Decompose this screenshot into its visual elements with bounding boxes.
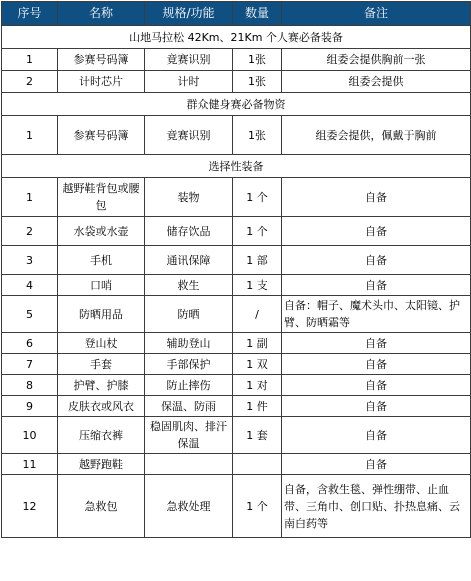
table-row: [2, 178, 471, 217]
cell-remark: 自备: [282, 178, 471, 217]
cell-remark: 自备: [282, 354, 471, 375]
table-row: [2, 296, 471, 333]
cell-remark: 自备: [282, 275, 471, 296]
cell-qty: 1 支: [233, 275, 282, 296]
cell-qty: 1 件: [233, 396, 282, 417]
cell-seq: 6: [2, 333, 58, 354]
table-row: [2, 71, 471, 93]
cell-seq: 9: [2, 396, 58, 417]
table-row: [2, 333, 471, 354]
cell-seq: 12: [2, 475, 58, 538]
cell-remark: 自备: [282, 396, 471, 417]
cell-qty: /: [233, 296, 282, 333]
cell-name: 计时芯片: [58, 71, 145, 93]
header-seq: 序号: [2, 2, 58, 26]
cell-remark: 自备: [282, 217, 471, 246]
cell-remark: 自备: [282, 454, 471, 475]
cell-remark: 组委会提供: [282, 71, 471, 93]
section-row: [2, 155, 471, 178]
cell-name: 越野鞋背包或腰包: [58, 178, 145, 217]
header-name: 名称: [58, 2, 145, 26]
cell-seq: 2: [2, 71, 58, 93]
cell-name: 皮肤衣或风衣: [58, 396, 145, 417]
cell-seq: 3: [2, 246, 58, 275]
cell-qty: 1张: [233, 116, 282, 155]
cell-name: 口哨: [58, 275, 145, 296]
section-row: [2, 93, 471, 116]
cell-remark: 组委会提供，佩戴于胸前: [282, 116, 471, 155]
cell-seq: 8: [2, 375, 58, 396]
header-remark: 备注: [282, 2, 471, 26]
table-row: [2, 217, 471, 246]
section-title: 选择性装备: [2, 155, 471, 178]
cell-name: 压缩衣裤: [58, 417, 145, 454]
cell-qty: 1 对: [233, 375, 282, 396]
cell-seq: 2: [2, 217, 58, 246]
cell-seq: 1: [2, 116, 58, 155]
cell-spec: 竟赛识别: [145, 49, 233, 71]
equipment-table: [1, 1, 471, 538]
cell-qty: 1张: [233, 71, 282, 93]
cell-qty: 1张: [233, 49, 282, 71]
table-row: [2, 417, 471, 454]
cell-name: 手机: [58, 246, 145, 275]
cell-name: 急救包: [58, 475, 145, 538]
table-row: [2, 475, 471, 538]
header-row: [2, 2, 471, 26]
cell-name: 登山杖: [58, 333, 145, 354]
cell-qty: 1 副: [233, 333, 282, 354]
cell-seq: 7: [2, 354, 58, 375]
table-row: [2, 246, 471, 275]
cell-name: 水袋或水壶: [58, 217, 145, 246]
cell-spec: 手部保护: [145, 354, 233, 375]
cell-remark: 自备，含救生毯、弹性绷带、止血带、三角巾、创口贴、扑热息痛、云南白药等: [282, 475, 471, 538]
cell-spec: 计时: [145, 71, 233, 93]
table-row: [2, 116, 471, 155]
cell-remark: 自备: [282, 246, 471, 275]
header-qty: 数量: [233, 2, 282, 26]
cell-spec: 竟赛识别: [145, 116, 233, 155]
header-spec: 规格/功能: [145, 2, 233, 26]
cell-spec: 防晒: [145, 296, 233, 333]
cell-qty: [233, 454, 282, 475]
cell-spec: 通讯保障: [145, 246, 233, 275]
cell-name: 参赛号码簿: [58, 116, 145, 155]
cell-seq: 1: [2, 49, 58, 71]
cell-spec: 辅助登山: [145, 333, 233, 354]
table-row: [2, 49, 471, 71]
cell-seq: 4: [2, 275, 58, 296]
cell-qty: 1 双: [233, 354, 282, 375]
cell-spec: 急救处理: [145, 475, 233, 538]
cell-seq: 1: [2, 178, 58, 217]
section-row: [2, 26, 471, 49]
table-row: [2, 396, 471, 417]
cell-remark: 自备: [282, 333, 471, 354]
table-row: [2, 354, 471, 375]
cell-seq: 5: [2, 296, 58, 333]
cell-qty: 1 个: [233, 475, 282, 538]
cell-remark: 自备：帽子、魔术头巾、太阳镜、护臂、防晒霜等: [282, 296, 471, 333]
cell-qty: 1 个: [233, 217, 282, 246]
table-row: [2, 454, 471, 475]
table-row: [2, 275, 471, 296]
cell-spec: 稳固肌肉、排汗保温: [145, 417, 233, 454]
cell-name: 护臂、护膝: [58, 375, 145, 396]
cell-spec: 装物: [145, 178, 233, 217]
cell-spec: 防止摔伤: [145, 375, 233, 396]
section-title: 群众健身赛必备物资: [2, 93, 471, 116]
cell-spec: 储存饮品: [145, 217, 233, 246]
cell-name: 手套: [58, 354, 145, 375]
cell-spec: [145, 454, 233, 475]
cell-qty: 1 个: [233, 178, 282, 217]
cell-name: 参赛号码簿: [58, 49, 145, 71]
cell-qty: 1 部: [233, 246, 282, 275]
cell-name: 防晒用品: [58, 296, 145, 333]
section-title: 山地马拉松 42Km、21Km 个人赛必备装备: [2, 26, 471, 49]
cell-name: 越野跑鞋: [58, 454, 145, 475]
cell-remark: 自备: [282, 417, 471, 454]
cell-remark: 自备: [282, 375, 471, 396]
table-row: [2, 375, 471, 396]
cell-seq: 11: [2, 454, 58, 475]
cell-seq: 10: [2, 417, 58, 454]
cell-spec: 保温、防雨: [145, 396, 233, 417]
cell-qty: 1 套: [233, 417, 282, 454]
cell-remark: 组委会提供胸前一张: [282, 49, 471, 71]
cell-spec: 救生: [145, 275, 233, 296]
